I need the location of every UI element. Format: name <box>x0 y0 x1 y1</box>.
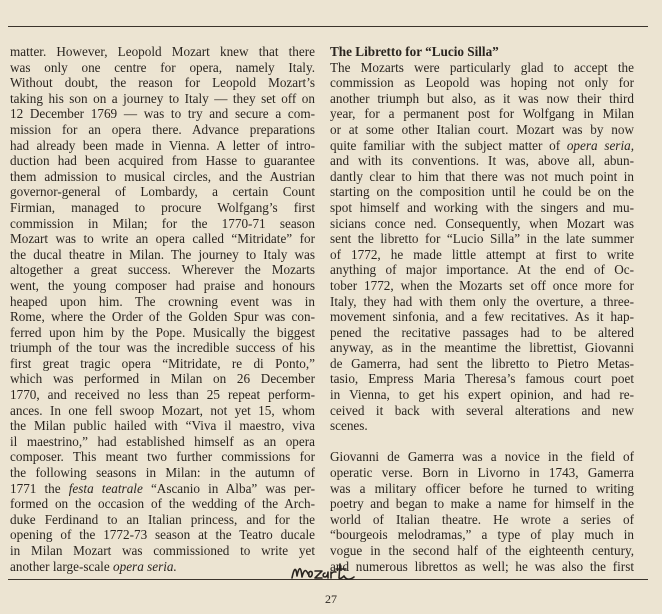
text-line: The Mozarts were particularly glad to accept the <box>330 59 634 75</box>
text-line: in Milan Mozart was commissioned to write yet <box>10 543 315 558</box>
text-line: formed on the occasion of the wedding of the Arch- <box>10 496 315 512</box>
text-line: sent the libretto for “Lucio Silla” in the late summer <box>330 231 634 247</box>
text-line: scenes. <box>330 418 368 434</box>
text-line: tasio, Empress Maria Theresa’s famous court poet <box>330 371 634 387</box>
text-line: dantly clear to him that there was not much point in <box>330 168 634 184</box>
text-line: operatic verse. Born in Livorno in 1743, Gamerra <box>330 465 634 481</box>
text-line: was only one centre for opera, namely Italy. <box>10 59 315 75</box>
text-line: the ducal theatre in Milan. The journey to Italy was <box>10 246 315 262</box>
text-line: another triumph but also, as it was now their third <box>330 90 634 106</box>
text-line: first great tragic opera “Mitridate, re di Ponto,” <box>10 355 315 371</box>
text-line: went, the young composer had praise and honours <box>10 277 315 293</box>
text-line: which was performed in Milan on 26 December <box>10 371 315 387</box>
text-line: composer. This meant two further commissions for <box>10 449 315 465</box>
page-number: 27 <box>325 592 337 606</box>
text-line: Without doubt, the reason for Leopold Mozart’s <box>10 75 315 91</box>
text-line: commission in Milan; for the 1770-71 season <box>10 215 315 231</box>
text-line: Italy, they had with them only the overture, a three- <box>330 293 634 309</box>
text-line: quite familiar with the subject matter of opera seria, <box>330 137 634 153</box>
text-line: starting on the composition until he could be on the <box>330 184 634 200</box>
text-line: spot himself and working with the singers and mu- <box>330 199 634 215</box>
text-line: of 1772, he made little attempt at first to write <box>330 246 634 262</box>
text-line: the following seasons in Milan: in the autumn of <box>10 465 315 481</box>
text-line: duke Ferdinand to an Italian princess, and for the <box>10 511 315 527</box>
right-column <box>330 44 634 574</box>
italic-term: opera seria, <box>566 137 634 153</box>
text-line: opening of the 1772-73 season at the Teatro ducale <box>10 527 315 543</box>
text-line: or at some other Italian court. Mozart was by now <box>330 121 634 137</box>
text-line: de Gamerra, had sent the libretto to Pietro Metas- <box>330 355 634 371</box>
text-line: was a military officer before he turned to writing <box>330 480 634 496</box>
text-line: and numerous librettos as well; he was also the first <box>330 558 634 574</box>
text-line: ferred upon him by the Pope. Musically the biggest <box>10 324 315 340</box>
text-line: the Milan public hailed with “Viva il maestro, viva <box>10 418 315 434</box>
paragraph-gap <box>330 434 634 450</box>
text-line: pened the recitative passages had to be altered <box>330 324 634 340</box>
text-line: 1770, and received no less than 25 repeat perform- <box>10 387 315 403</box>
text-line: commission as Leopold was hoping not only for <box>330 75 634 91</box>
text-line: anyway, as in the meantime the librettist, Giovanni <box>330 340 634 356</box>
text-line: sicians conce ned. Consequently, when Mozart was <box>330 215 634 231</box>
text-line: governor-general of Lombardy, a certain Count <box>10 184 315 200</box>
mozart-signature-logo <box>288 560 358 584</box>
text-line: “bourgeois melodramas,” a type of play much in <box>330 527 634 543</box>
text-line: Mozart was to write an opera called “Mitridate” for <box>10 231 315 247</box>
text-line: 1771 the festa teatrale “Ascanio in Alba” was per- <box>10 480 315 496</box>
text-line: in Vienna, to get his expert opinion, and had re- <box>330 387 634 403</box>
text-line: mission for an opera there. Advance preparations <box>10 121 315 137</box>
text-line: heaped upon him. The crowning event was in <box>10 293 315 309</box>
text-line: Rome, where the Order of the Golden Spur was con- <box>10 309 315 325</box>
text-line: world of Italian theatre. He wrote a series of <box>330 511 634 527</box>
text-line: altogether a great success. Wherever the Mozarts <box>10 262 315 278</box>
text-line: taking his son on a journey to Italy — they set off on <box>10 90 315 106</box>
top-rule <box>8 26 648 27</box>
text-line: movement sinfonia, and a few recitatives. As it hap- <box>330 309 634 325</box>
text-line: ances. In one fell swoop Mozart, not yet 15, whom <box>10 402 315 418</box>
text-line: year, for a permanent post for Wolfgang in Milan <box>330 106 634 122</box>
left-column <box>10 44 315 574</box>
text-line: Giovanni de Gamerra was a novice in the field of <box>330 449 634 465</box>
text-line: il maestrino,” had established himself as an opera <box>10 433 315 449</box>
italic-term: opera seria. <box>113 558 177 574</box>
text-line: Firmian, managed to procure Wolfgang’s first <box>10 199 315 215</box>
text-line: duction had been acquired from Hasse to guarantee <box>10 153 315 169</box>
text-line: ceived it back with several alterations and new <box>330 402 634 418</box>
text-line: vogue in the second half of the eighteenth century, <box>330 543 634 558</box>
text-line: had already been made in Vienna. A letter of intro- <box>10 137 315 153</box>
text-line: 12 December 1769 — was to try and secure a com- <box>10 106 315 122</box>
text-line: triumph of the tour was the incredible success of his <box>10 340 315 356</box>
text-line: and with its conventions. It was, above all, abun- <box>330 153 634 169</box>
text-line: anything of major importance. At the end of Oc- <box>330 262 634 278</box>
text-line: another large-scale opera seria. <box>10 558 177 574</box>
text-line: poetry and began to make a name for himself in the <box>330 496 634 512</box>
italic-term: festa teatrale <box>68 480 143 496</box>
text-line: tober 1772, when the Mozarts set off once more for <box>330 277 634 293</box>
text-line: them admission to musical circles, and the Austrian <box>10 168 315 184</box>
section-heading: The Libretto for “Lucio Silla” <box>330 44 499 59</box>
text-line: matter. However, Leopold Mozart knew that there <box>10 44 315 59</box>
